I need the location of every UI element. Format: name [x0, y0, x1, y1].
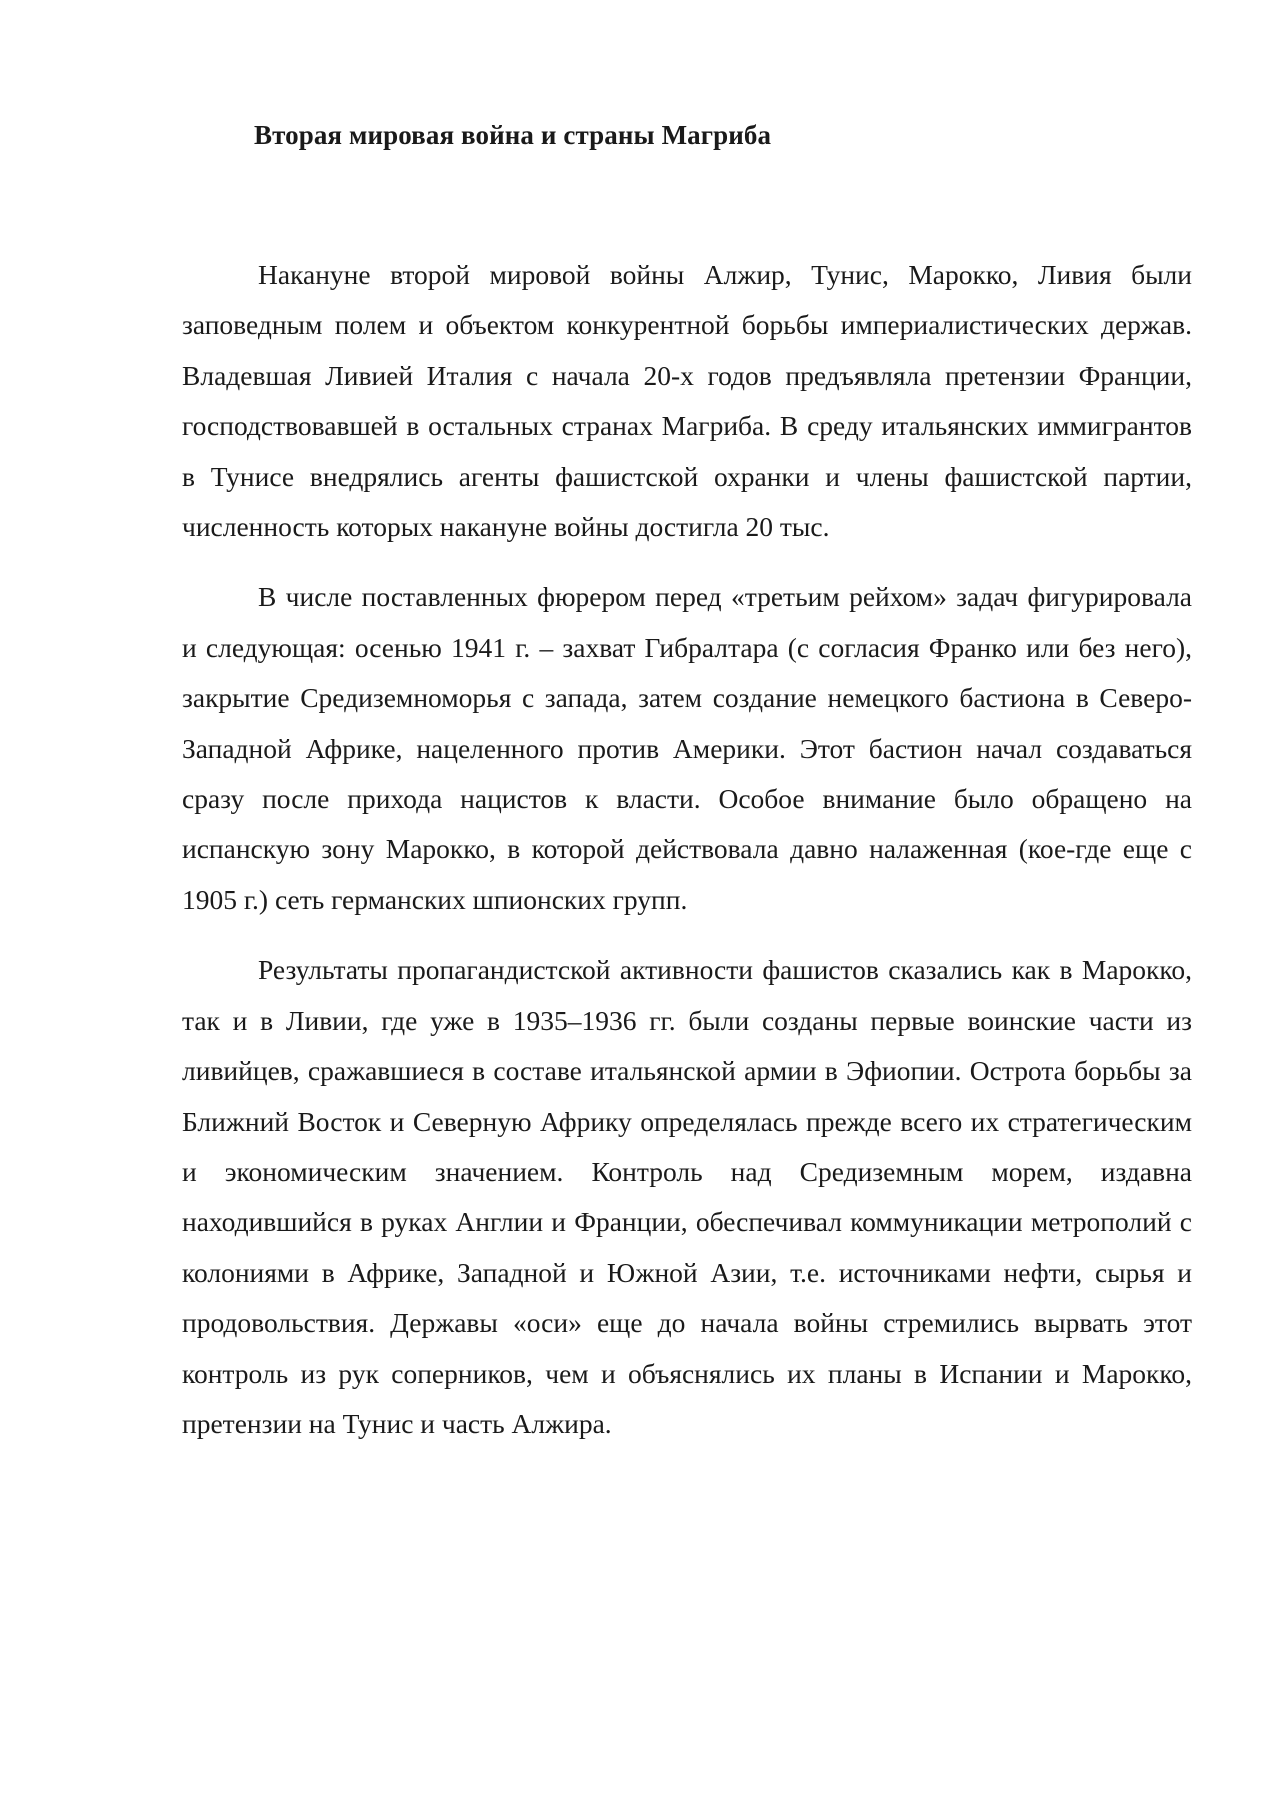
- paragraph-3: Результаты пропагандистской активности фашистов сказались как в Марокко, так и в Ливии, где уже в 1935–1936 гг. были созданы первые воинские части из ливийцев, сражавшиеся в составе итальянской армии в Эфиопии. Острота борьбы за Ближний Восток и Северную Африку определялась прежде всего их стратегическим и экономическим значением. Контроль над Средиземным морем, издавна находившийся в руках Англии и Франции, обеспечивал коммуникации метрополий с колониями в Африке, Западной и Южной Азии, т.е. источниками нефти, сырья и продовольствия. Державы «оси» еще до начала войны стремились вырвать этот контроль из рук соперников, чем и объяснялись их планы в Испании и Марокко, претензии на Тунис и часть Алжира.: [182, 954, 1192, 1439]
- document-body: [182, 250, 1192, 1469]
- document-title: Вторая мировая война и страны Магриба: [254, 120, 772, 150]
- paragraph-1: Накануне второй мировой войны Алжир, Тунис, Марокко, Ливия были заповедным полем и объектом конкурентной борьбы империалистических держав. Владевшая Ливией Италия с начала 20-х годов предъявляла претензии Франции, господствовавшей в остальных странах Магриба. В среду итальянских иммигрантов в Тунисе внедрялись агенты фашистской охранки и члены фашистской партии, численность которых накануне войны достигла 20 тыс.: [182, 259, 1192, 543]
- paragraph-2: В числе поставленных фюрером перед «третьим рейхом» задач фигурировала и следующая: осенью 1941 г. – захват Гибралтара (с согласия Франко или без него), закрытие Средиземноморья с запада, затем создание немецкого бастиона в Северо-Западной Африке, нацеленного против Америки. Этот бастион начал создаваться сразу после прихода нацистов к власти. Особое внимание было обращено на испанскую зону Марокко, в которой действовала давно налаженная (кое-где еще с 1905 г.) сеть германских шпионских групп.: [182, 581, 1192, 915]
